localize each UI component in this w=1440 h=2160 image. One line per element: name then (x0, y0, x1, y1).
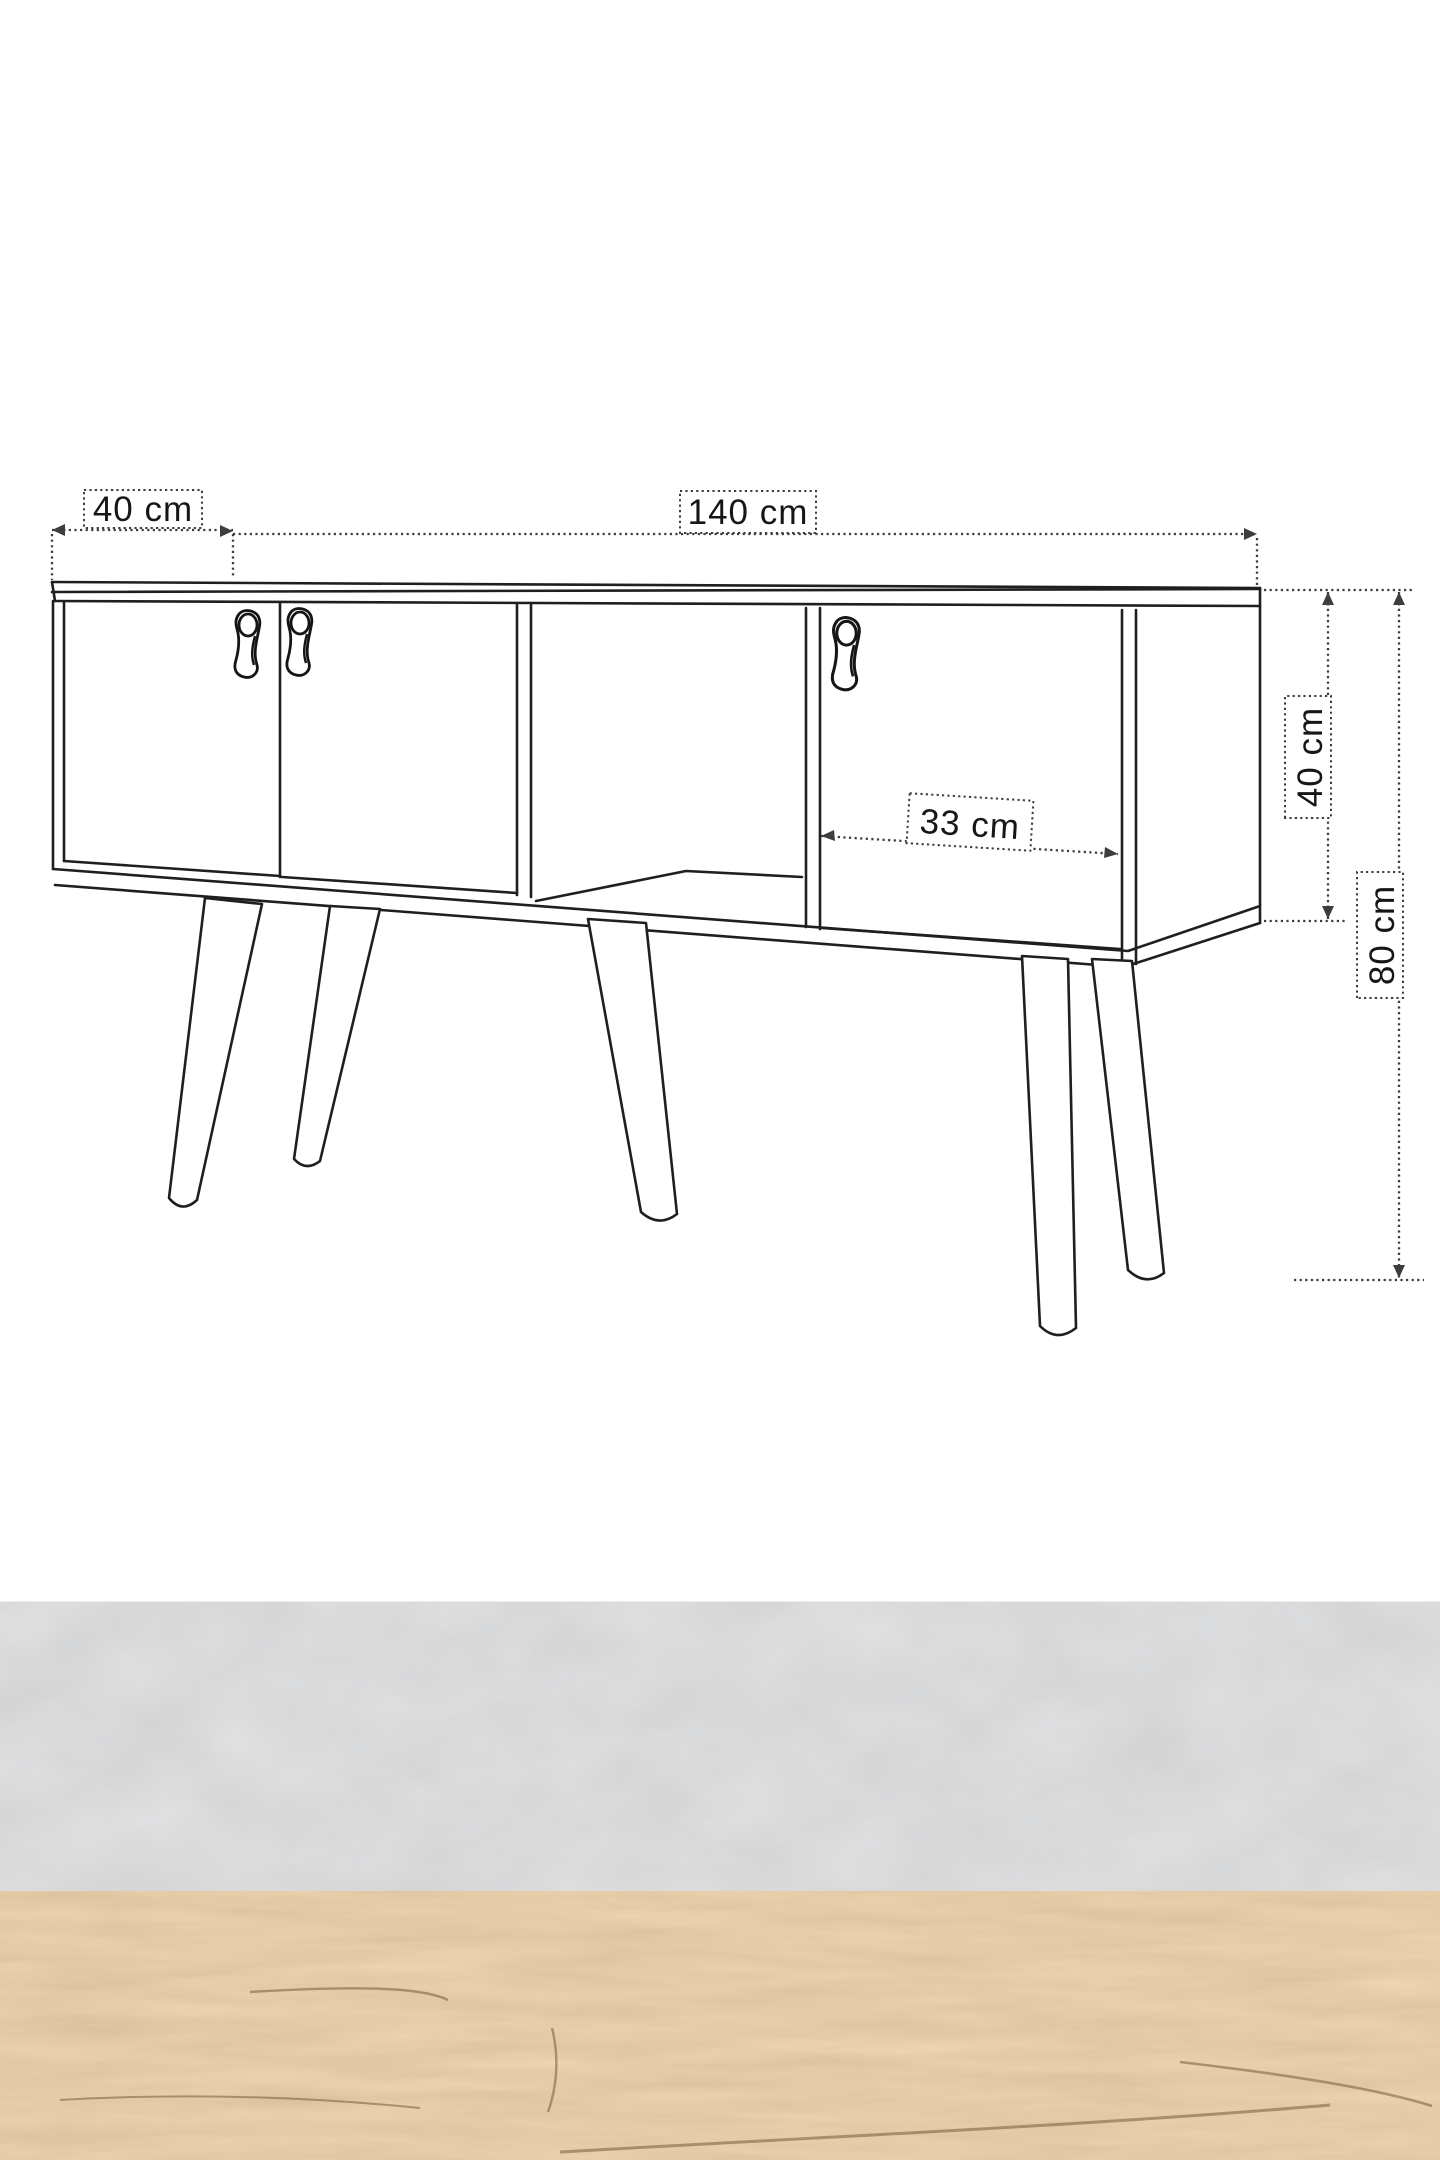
door-handles (235, 609, 859, 690)
leg-back-left (294, 906, 380, 1166)
wood-texture-noise (0, 1904, 1440, 2160)
total-height-label: 80 cm (1363, 884, 1402, 986)
handle-door-right (832, 618, 859, 690)
leg-middle (588, 919, 677, 1221)
depth-label: 40 cm (92, 490, 194, 529)
leg-front-right (1022, 956, 1076, 1335)
inner-width-label: 33 cm (918, 801, 1022, 848)
width-label: 140 cm (687, 493, 809, 532)
leg-back-right (1092, 959, 1164, 1279)
concrete-texture-noise (0, 1616, 1440, 1904)
cabinet-top-panel (52, 582, 1260, 905)
carcass-height-label: 40 cm (1291, 706, 1330, 808)
cabinet-drawing (52, 582, 1260, 1335)
open-shelf-floor (536, 871, 802, 901)
dimension-carcass-height (1264, 590, 1414, 921)
dimension-inner-width (821, 793, 1118, 858)
dimension-width (233, 491, 1257, 585)
handle-door-left (235, 611, 260, 678)
cabinet-legs (169, 898, 1164, 1335)
leg-front-left (169, 898, 262, 1207)
handle-door-middle (287, 609, 312, 676)
dimension-depth (52, 490, 233, 580)
dimension-total-height (1294, 592, 1424, 1280)
material-swatches (0, 1616, 1440, 2160)
